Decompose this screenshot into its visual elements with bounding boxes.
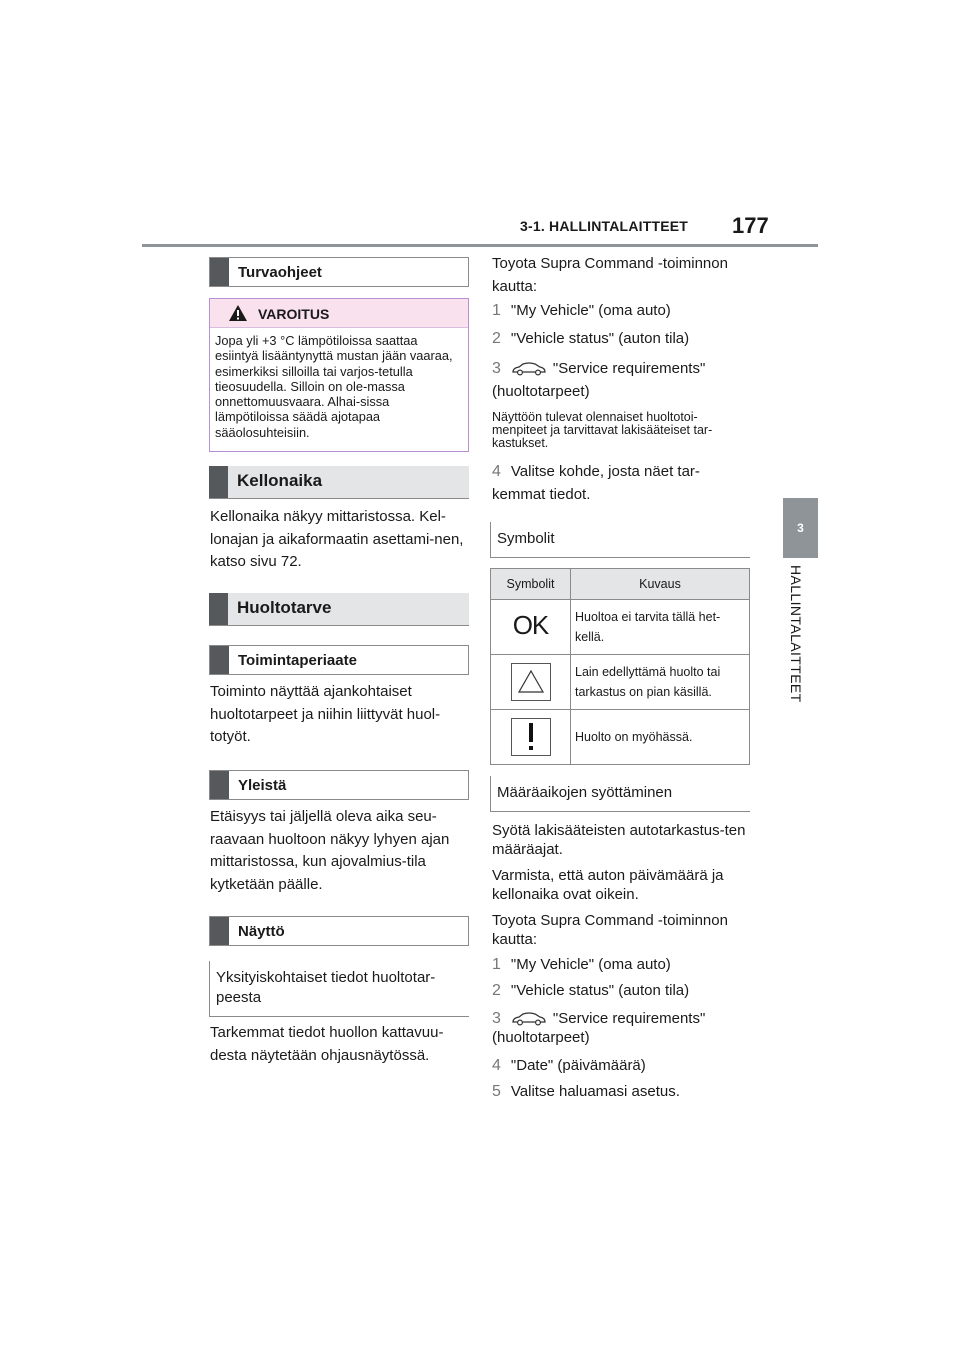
step1-4	[492, 461, 748, 506]
subheading-naytto-details	[209, 961, 469, 1017]
warning-box	[209, 298, 469, 452]
yleista-text: Etäisyys tai jäljellä oleva aika seu-raavaan huoltoon näkyy lyhyen ajan mittaristossa, kun ajovalmius-tila kytketään päälle.	[210, 808, 450, 893]
table-row	[491, 655, 750, 710]
step-number: 3	[492, 1010, 501, 1027]
page-number: 177	[732, 213, 769, 238]
naytto-text: Tarkemmat tiedot huollon kattavuu-desta näytetään ohjausnäytössä.	[210, 1024, 444, 1064]
warning-title: VAROITUS	[258, 306, 330, 322]
chapter-tab-label: HALLINTALAITTEET	[788, 565, 804, 703]
section-title: 3-1. HALLINTALAITTEET	[520, 218, 689, 234]
step-text: Valitse kohde, josta näet tar-kemmat tiedot.	[492, 463, 700, 503]
intro-text: Toyota Supra Command -toiminnon kautta:	[492, 255, 728, 295]
heading-kellonaika-label: Kellonaika	[237, 471, 323, 490]
heading-yleista	[209, 770, 469, 800]
service-note: Näyttöön tulevat olennaiset huoltotoi-menpiteet ja tarvittavat lakisääteiset tar-kastukset.	[492, 410, 713, 450]
step2-5	[492, 1082, 680, 1101]
step1-3	[492, 358, 748, 403]
heading-toimintaperiaate-label: Toimintaperiaate	[238, 652, 357, 669]
toimintaperiaate-text: Toiminto näyttää ajankohtaiset huoltotarpeet ja niihin liittyvät huol-totyöt.	[210, 683, 441, 745]
description-cell: Lain edellyttämä huolto tai tarkastus on pian käsillä.	[571, 655, 750, 710]
step2-4	[492, 1056, 646, 1075]
subheading-maaraaikojen-label: Määräaikojen syöttäminen	[497, 784, 673, 801]
triangle-warning-icon	[511, 663, 551, 701]
car-icon	[511, 362, 547, 376]
header-rule	[142, 244, 818, 247]
symbol-cell	[491, 710, 571, 765]
step-number: 3	[492, 360, 501, 377]
step-number: 4	[492, 463, 501, 480]
subheading-symbolit-label: Symbolit	[497, 530, 555, 547]
table-row	[491, 600, 750, 655]
description-cell: Huoltoa ei tarvita tällä het-kellä.	[571, 600, 750, 655]
table-header: Symbolit	[491, 569, 571, 600]
description-cell: Huolto on myöhässä.	[571, 710, 750, 765]
step-text: "My Vehicle" (oma auto)	[510, 956, 671, 973]
heading-huoltotarve	[209, 593, 469, 626]
exclamation-icon	[511, 718, 551, 756]
chapter-tab-number: 3	[783, 498, 818, 558]
step2-1	[492, 955, 671, 974]
warning-triangle-icon	[228, 304, 248, 322]
ok-symbol: OK	[512, 609, 549, 640]
step-number: 4	[492, 1057, 501, 1074]
step-text: "Vehicle status" (auton tila)	[510, 330, 690, 347]
step-text: "Vehicle status" (auton tila)	[510, 982, 690, 999]
step1-2	[492, 328, 689, 351]
table-header: Kuvaus	[571, 569, 750, 600]
step-text: "Date" (päivämäärä)	[510, 1057, 646, 1074]
symbols-table	[490, 568, 750, 765]
heading-turvaohjeet	[209, 257, 469, 287]
symbol-cell	[491, 655, 571, 710]
warning-header	[210, 299, 468, 328]
subheading-naytto-details-label: Yksityiskohtaiset tiedot huoltotar-peesta	[216, 969, 436, 1006]
step-text: "Service requirements" (huoltotarpeet)	[492, 360, 706, 400]
step2-2	[492, 981, 689, 1000]
heading-naytto-label: Näyttö	[238, 923, 285, 940]
varmista-text: Varmista, että auton päivämäärä ja kellonaika ovat oikein.	[492, 867, 724, 903]
heading-turvaohjeet-label: Turvaohjeet	[238, 264, 322, 281]
heading-yleista-label: Yleistä	[238, 777, 287, 794]
subheading-maaraaikojen	[490, 776, 750, 812]
heading-toimintaperiaate	[209, 645, 469, 675]
car-icon	[511, 1012, 547, 1026]
step-number: 1	[492, 956, 501, 973]
step2-3	[492, 1009, 742, 1047]
kellonaika-text: Kellonaika näkyy mittaristossa. Kel-lonajan ja aikaformaatin asettami-nen, katso sivu 72.	[210, 508, 464, 570]
step-number: 5	[492, 1083, 501, 1100]
subheading-symbolit	[490, 522, 750, 558]
step-number: 1	[492, 302, 501, 319]
step-text: "Service requirements" (huoltotarpeet)	[492, 1010, 706, 1046]
step-number: 2	[492, 982, 501, 999]
step1-1	[492, 300, 671, 323]
syota-text: Syötä lakisääteisten autotarkastus-ten määräajat.	[492, 822, 746, 858]
warning-text: Jopa yli +3 °C lämpötiloissa saattaa esiintyä lisääntynyttä mustan jään vaaraa, esimerkiksi silloilla tai varjos-tetulla tieosuudella. Silloin on ole-massa onnettomuusvaara. Alhai-sissa lämpötiloissa säädä ajotapaa sääolosuhteisiin.	[215, 333, 453, 440]
heading-kellonaika	[209, 466, 469, 499]
step-text: "My Vehicle" (oma auto)	[510, 302, 671, 319]
step-number: 2	[492, 330, 501, 347]
symbol-cell	[491, 600, 571, 655]
heading-huoltotarve-label: Huoltotarve	[237, 598, 332, 617]
table-row	[491, 710, 750, 765]
table-header-row	[491, 569, 750, 600]
intro2-text: Toyota Supra Command -toiminnon kautta:	[492, 912, 728, 948]
heading-naytto	[209, 916, 469, 946]
step-text: Valitse haluamasi asetus.	[510, 1083, 680, 1100]
